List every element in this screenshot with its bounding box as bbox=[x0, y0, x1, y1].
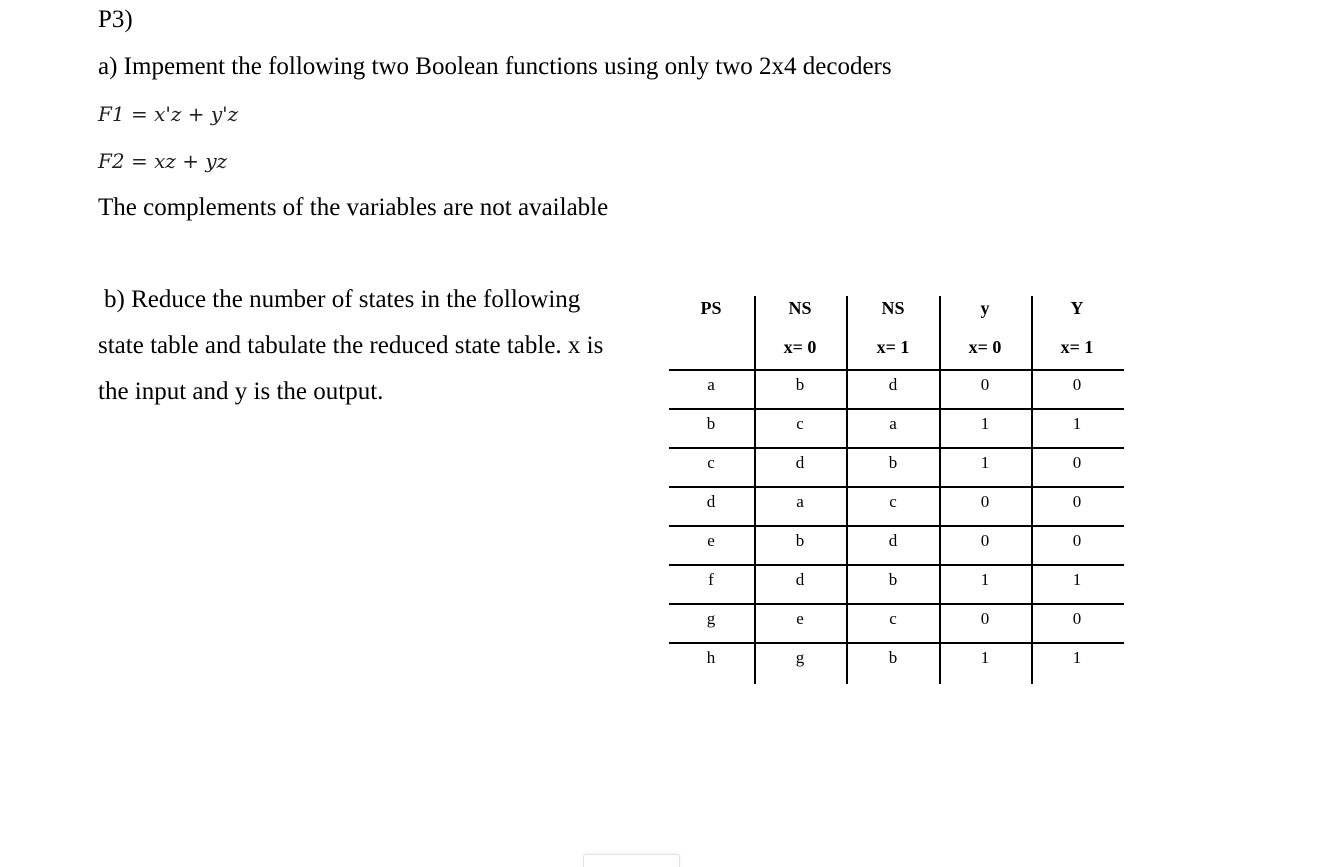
table-row-divider bbox=[669, 486, 1124, 488]
table-cell: 0 bbox=[980, 609, 990, 628]
table-cell: 0 bbox=[1072, 531, 1082, 550]
table-cell: f bbox=[708, 570, 714, 589]
table-cell: 1 bbox=[980, 648, 990, 667]
table-row-divider bbox=[669, 447, 1124, 449]
table-cell: d bbox=[888, 375, 898, 394]
column-header: NS bbox=[788, 298, 812, 318]
table-row-divider bbox=[669, 642, 1124, 644]
table-cell: b bbox=[795, 531, 805, 550]
table-column-divider bbox=[754, 296, 756, 684]
table-cell: 1 bbox=[980, 453, 990, 472]
table-cell: b bbox=[795, 375, 805, 394]
part-b-line-3: the input and y is the output. bbox=[98, 378, 384, 405]
table-cell: b bbox=[888, 570, 898, 589]
table-column-divider bbox=[846, 296, 848, 684]
table-cell: 0 bbox=[1072, 375, 1082, 394]
table-cell: a bbox=[889, 414, 897, 433]
table-cell: h bbox=[706, 648, 716, 667]
part-b-line-1: b) Reduce the number of states in the following bbox=[104, 286, 581, 313]
table-cell: c bbox=[889, 492, 897, 511]
column-subheader: x= 0 bbox=[783, 337, 817, 357]
table-cell: d bbox=[795, 570, 805, 589]
table-cell: d bbox=[888, 531, 898, 550]
table-row-divider bbox=[669, 603, 1124, 605]
table-row-divider bbox=[669, 369, 1124, 371]
part-a-statement: a) Impement the following two Boolean functions using only two 2x4 decoders bbox=[98, 53, 892, 80]
table-cell: g bbox=[706, 609, 716, 628]
table-cell: 0 bbox=[980, 375, 990, 394]
column-subheader: x= 0 bbox=[968, 337, 1002, 357]
table-cell: e bbox=[796, 609, 804, 628]
equation-f2: F2 = xz + yz bbox=[98, 149, 228, 173]
table-cell: c bbox=[889, 609, 897, 628]
table-cell: 1 bbox=[980, 414, 990, 433]
table-cell: 0 bbox=[980, 492, 990, 511]
table-cell: 0 bbox=[1072, 492, 1082, 511]
column-subheader: x= 1 bbox=[1060, 337, 1094, 357]
table-cell: 1 bbox=[980, 570, 990, 589]
table-cell: a bbox=[796, 492, 804, 511]
table-cell: b bbox=[706, 414, 716, 433]
table-cell: d bbox=[706, 492, 716, 511]
page-scroll-tab[interactable] bbox=[583, 854, 680, 867]
table-cell: e bbox=[707, 531, 715, 550]
column-header: Y bbox=[1070, 298, 1084, 318]
equation-f1: F1 = x'z + y'z bbox=[98, 102, 239, 126]
column-header: y bbox=[980, 298, 990, 318]
table-column-divider bbox=[939, 296, 941, 684]
table-cell: d bbox=[795, 453, 805, 472]
table-cell: 1 bbox=[1072, 414, 1082, 433]
table-cell: c bbox=[707, 453, 715, 472]
column-header: NS bbox=[881, 298, 905, 318]
table-cell: b bbox=[888, 453, 898, 472]
table-row-divider bbox=[669, 408, 1124, 410]
column-header: PS bbox=[700, 298, 722, 318]
table-cell: 0 bbox=[980, 531, 990, 550]
column-subheader: x= 1 bbox=[876, 337, 910, 357]
table-cell: c bbox=[796, 414, 804, 433]
part-b-line-2: state table and tabulate the reduced state table. x is bbox=[98, 332, 604, 359]
table-cell: b bbox=[888, 648, 898, 667]
table-cell: a bbox=[707, 375, 715, 394]
table-cell: 1 bbox=[1072, 570, 1082, 589]
part-a-note: The complements of the variables are not available bbox=[98, 194, 609, 221]
table-cell: 0 bbox=[1072, 609, 1082, 628]
table-row-divider bbox=[669, 525, 1124, 527]
problem-label: P3) bbox=[98, 6, 133, 33]
table-cell: 0 bbox=[1072, 453, 1082, 472]
table-column-divider bbox=[1031, 296, 1033, 684]
table-row-divider bbox=[669, 564, 1124, 566]
table-cell: 1 bbox=[1072, 648, 1082, 667]
table-cell: g bbox=[795, 648, 805, 667]
